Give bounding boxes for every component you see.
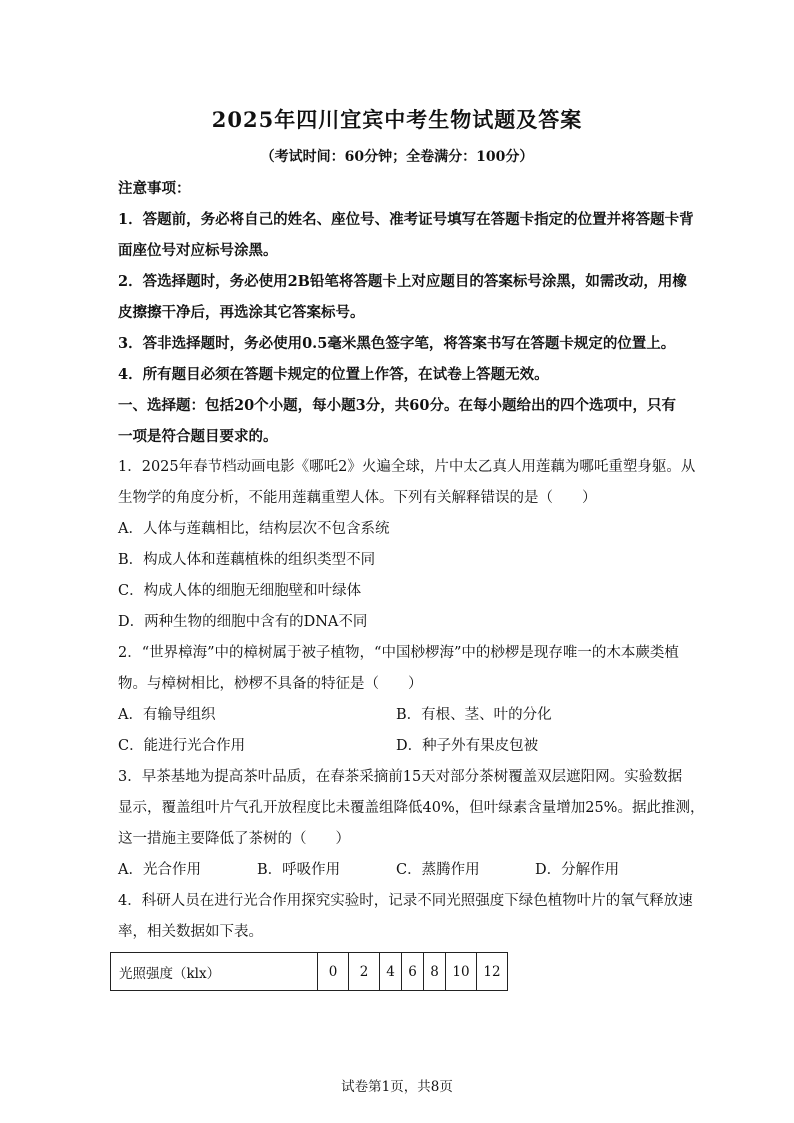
light-intensity-table (110, 952, 508, 991)
table-cell: 0 (318, 953, 349, 991)
q2-stem-line-2: 物。与樟树相比，桫椤不具备的特征是（ ） (118, 676, 423, 692)
note-4: 4．所有题目必须在答题卡规定的位置上作答，在试卷上答题无效。 (118, 366, 549, 383)
exam-content (118, 173, 705, 948)
note-1-line-1: 1．答题前，务必将自己的姓名、座位号、准考证号填写在答题卡指定的位置并将答题卡背 (118, 211, 694, 228)
q1-option-d: D．两种生物的细胞中含有的DNA不同 (118, 614, 368, 630)
exam-info: （考试时间：60分钟；全卷满分：100分） (260, 149, 534, 165)
table-cell: 10 (446, 953, 477, 991)
section-heading-line-2: 一项是符合题目要求的。 (118, 428, 278, 445)
table-cell: 8 (424, 953, 446, 991)
q2-option-d: D．种子外有果皮包被 (396, 738, 539, 754)
q3-stem-line-1: 3．早茶基地为提高茶叶品质，在春茶采摘前15天对部分茶树覆盖双层遮阳网。实验数据 (118, 769, 683, 785)
table-cell: 6 (402, 953, 424, 991)
q3-option-b: B．呼吸作用 (257, 862, 341, 878)
q3-option-d: D．分解作用 (535, 862, 620, 878)
q2-options-row-2 (118, 731, 683, 762)
note-2-line-1: 2．答选择题时，务必使用2B铅笔将答题卡上对应题目的答案标号涂黑，如需改动，用橡 (118, 273, 687, 290)
q1-stem-line-2: 生物学的角度分析，不能用莲藕重塑人体。下列有关解释错误的是（ ） (118, 490, 597, 506)
q2-stem-line-1: 2．“世界樟海”中的樟树属于被子植物，“中国桫椤海”中的桫椤是现存唯一的木本蕨类植 (118, 645, 679, 661)
q1-option-c: C．构成人体的细胞无细胞壁和叶绿体 (118, 583, 362, 599)
q3-option-a: A．光合作用 (118, 862, 201, 878)
q1-option-a: A．人体与莲藕相比，结构层次不包含系统 (118, 521, 390, 537)
q4-stem-line-2: 率，相关数据如下表。 (118, 924, 263, 940)
q3-stem-line-3: 这一措施主要降低了茶树的（ ） (118, 831, 350, 847)
q4-stem-line-1: 4．科研人员在进行光合作用探究实验时，记录不同光照强度下绿色植物叶片的氧气释放速 (118, 893, 693, 909)
note-1-line-2: 面座位号对应标号涂黑。 (118, 242, 278, 259)
table-row (111, 953, 508, 991)
table-cell: 2 (349, 953, 380, 991)
note-2-line-2: 皮擦擦干净后，再选涂其它答案标号。 (118, 304, 365, 321)
section-heading-line-1: 一、选择题：包括20个小题，每小题3分，共60分。在每小题给出的四个选项中，只有 (118, 397, 676, 414)
q2-option-a: A．有输导组织 (118, 707, 216, 723)
note-3: 3．答非选择题时，务必使用0.5毫米黑色签字笔，将答案书写在答题卡规定的位置上。 (118, 335, 676, 352)
page-title: 2025年四川宜宾中考生物试题及答案 (211, 107, 583, 132)
q2-options-row-1 (118, 700, 683, 731)
q2-option-c: C．能进行光合作用 (118, 738, 246, 754)
q1-stem-line-1: 1．2025年春节档动画电影《哪吒2》火遍全球，片中太乙真人用莲藕为哪吒重塑身躯。从 (118, 459, 696, 475)
q3-stem-line-2: 显示，覆盖组叶片气孔开放程度比未覆盖组降低40%，但叶绿素含量增加25%。据此推测， (118, 800, 705, 816)
page-footer: 试卷第1页，共8页 (341, 1079, 453, 1095)
q3-option-c: C．蒸腾作用 (396, 862, 480, 878)
q2-option-b: B．有根、茎、叶的分化 (396, 707, 552, 723)
notes-heading: 注意事项： (118, 180, 191, 197)
table-cell: 4 (380, 953, 402, 991)
q3-options-row (118, 855, 683, 886)
table-header-cell: 光照强度（klx） (111, 953, 318, 991)
q1-option-b: B．构成人体和莲藕植株的组织类型不同 (118, 552, 376, 568)
table-cell: 12 (477, 953, 508, 991)
